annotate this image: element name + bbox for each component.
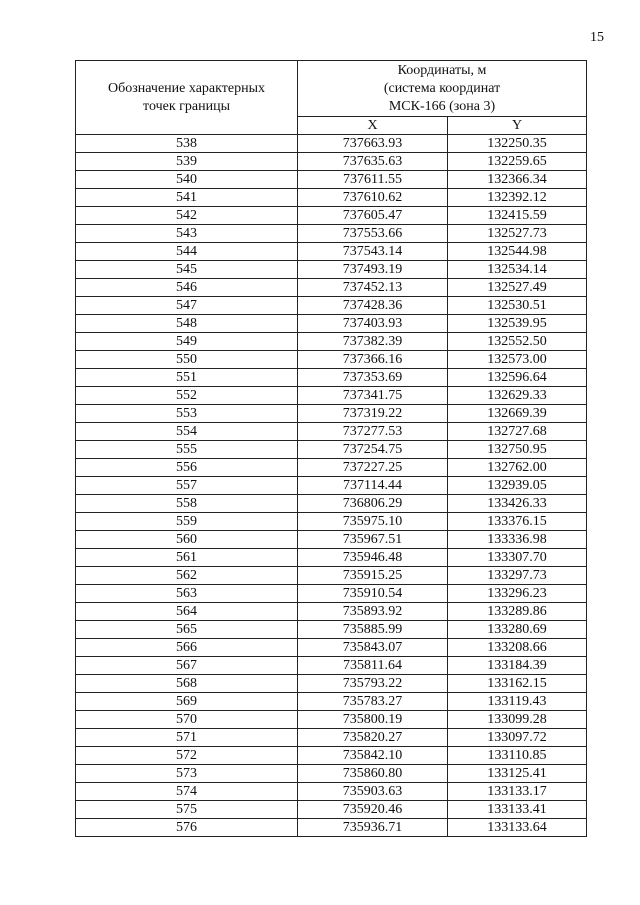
- x-coordinate-cell: 735800.19: [298, 711, 448, 729]
- x-coordinate-cell: 735936.71: [298, 819, 448, 837]
- x-coordinate-cell: 737543.14: [298, 243, 448, 261]
- point-cell: 576: [76, 819, 298, 837]
- x-coordinate-cell: 735811.64: [298, 657, 448, 675]
- table-row: [76, 153, 587, 171]
- table-row: [76, 801, 587, 819]
- table-row: [76, 333, 587, 351]
- table-row: [76, 693, 587, 711]
- table-row: [76, 279, 587, 297]
- table-row: [76, 585, 587, 603]
- coordinates-header: [298, 61, 587, 117]
- point-cell: 573: [76, 765, 298, 783]
- table-row: [76, 747, 587, 765]
- y-coordinate-cell: 132552.50: [448, 333, 587, 351]
- x-coordinate-cell: 737277.53: [298, 423, 448, 441]
- table-row: [76, 639, 587, 657]
- table-row: [76, 351, 587, 369]
- table-row: [76, 513, 587, 531]
- table-row: [76, 675, 587, 693]
- table-row: [76, 243, 587, 261]
- table-row: [76, 171, 587, 189]
- point-cell: 572: [76, 747, 298, 765]
- x-coordinate-cell: 735885.99: [298, 621, 448, 639]
- x-coordinate-cell: 735920.46: [298, 801, 448, 819]
- point-cell: 548: [76, 315, 298, 333]
- x-coordinate-cell: 735946.48: [298, 549, 448, 567]
- y-coordinate-cell: 132750.95: [448, 441, 587, 459]
- x-coordinate-cell: 735967.51: [298, 531, 448, 549]
- point-cell: 555: [76, 441, 298, 459]
- y-coordinate-cell: 133097.72: [448, 729, 587, 747]
- table-row: [76, 207, 587, 225]
- y-coordinate-cell: 133426.33: [448, 495, 587, 513]
- point-cell: 553: [76, 405, 298, 423]
- y-coordinate-cell: 133336.98: [448, 531, 587, 549]
- x-coordinate-cell: 737663.93: [298, 135, 448, 153]
- y-coordinate-cell: 132366.34: [448, 171, 587, 189]
- point-cell: 539: [76, 153, 298, 171]
- x-coordinate-cell: 736806.29: [298, 495, 448, 513]
- x-coordinate-cell: 737553.66: [298, 225, 448, 243]
- x-coordinate-cell: 737611.55: [298, 171, 448, 189]
- table-row: [76, 441, 587, 459]
- y-coordinate-cell: 133099.28: [448, 711, 587, 729]
- point-cell: 540: [76, 171, 298, 189]
- y-coordinate-cell: 132392.12: [448, 189, 587, 207]
- table-row: [76, 387, 587, 405]
- x-coordinate-cell: 735975.10: [298, 513, 448, 531]
- point-cell: 575: [76, 801, 298, 819]
- x-coordinate-cell: 737114.44: [298, 477, 448, 495]
- y-coordinate-cell: 133297.73: [448, 567, 587, 585]
- x-coordinate-cell: 737227.25: [298, 459, 448, 477]
- table-row: [76, 711, 587, 729]
- table-row: [76, 495, 587, 513]
- x-coordinate-cell: 735910.54: [298, 585, 448, 603]
- y-coordinate-cell: 132527.73: [448, 225, 587, 243]
- table-row: [76, 783, 587, 801]
- table-body: [76, 135, 587, 837]
- point-cell: 560: [76, 531, 298, 549]
- x-column-header: X: [298, 117, 448, 135]
- table-row: [76, 189, 587, 207]
- point-cell: 558: [76, 495, 298, 513]
- point-cell: 545: [76, 261, 298, 279]
- y-column-header: Y: [448, 117, 587, 135]
- x-coordinate-cell: 737605.47: [298, 207, 448, 225]
- x-coordinate-cell: 737635.63: [298, 153, 448, 171]
- x-coordinate-cell: 737366.16: [298, 351, 448, 369]
- point-cell: 556: [76, 459, 298, 477]
- point-cell: 570: [76, 711, 298, 729]
- table-header: [76, 61, 587, 135]
- y-coordinate-cell: 132534.14: [448, 261, 587, 279]
- table-row: [76, 477, 587, 495]
- x-coordinate-cell: 735903.63: [298, 783, 448, 801]
- x-coordinate-cell: 737341.75: [298, 387, 448, 405]
- table-row: [76, 225, 587, 243]
- point-cell: 563: [76, 585, 298, 603]
- table-row: [76, 405, 587, 423]
- point-cell: 538: [76, 135, 298, 153]
- point-cell: 574: [76, 783, 298, 801]
- point-cell: 557: [76, 477, 298, 495]
- point-cell: 568: [76, 675, 298, 693]
- y-coordinate-cell: 132573.00: [448, 351, 587, 369]
- page-number: 15: [590, 30, 604, 45]
- y-coordinate-cell: 133125.41: [448, 765, 587, 783]
- point-cell: 550: [76, 351, 298, 369]
- table-row: [76, 315, 587, 333]
- x-coordinate-cell: 735860.80: [298, 765, 448, 783]
- table-row: [76, 621, 587, 639]
- y-coordinate-cell: 132629.33: [448, 387, 587, 405]
- x-coordinate-cell: 737428.36: [298, 297, 448, 315]
- y-coordinate-cell: 132669.39: [448, 405, 587, 423]
- table-row: [76, 657, 587, 675]
- y-coordinate-cell: 132259.65: [448, 153, 587, 171]
- coords-header-line3: МСК-166 (зона 3): [388, 98, 496, 114]
- x-coordinate-cell: 735843.07: [298, 639, 448, 657]
- y-coordinate-cell: 132527.49: [448, 279, 587, 297]
- point-cell: 564: [76, 603, 298, 621]
- y-coordinate-cell: 133307.70: [448, 549, 587, 567]
- x-coordinate-cell: 735783.27: [298, 693, 448, 711]
- x-coordinate-cell: 737254.75: [298, 441, 448, 459]
- table-row: [76, 459, 587, 477]
- point-cell: 554: [76, 423, 298, 441]
- x-coordinate-cell: 737319.22: [298, 405, 448, 423]
- coords-header-line1: Координаты, м: [397, 62, 487, 78]
- y-coordinate-cell: 133133.64: [448, 819, 587, 837]
- y-coordinate-cell: 133133.41: [448, 801, 587, 819]
- point-cell: 562: [76, 567, 298, 585]
- x-coordinate-cell: 735915.25: [298, 567, 448, 585]
- point-cell: 547: [76, 297, 298, 315]
- x-coordinate-cell: 737610.62: [298, 189, 448, 207]
- x-coordinate-cell: 737452.13: [298, 279, 448, 297]
- point-cell: 566: [76, 639, 298, 657]
- y-coordinate-cell: 133208.66: [448, 639, 587, 657]
- table-row: [76, 369, 587, 387]
- y-coordinate-cell: 132250.35: [448, 135, 587, 153]
- table-row: [76, 567, 587, 585]
- coords-header-line2: (система координат: [383, 80, 501, 96]
- table-row: [76, 297, 587, 315]
- point-cell: 541: [76, 189, 298, 207]
- point-cell: 559: [76, 513, 298, 531]
- x-coordinate-cell: 737353.69: [298, 369, 448, 387]
- boundary-coordinates-table: [75, 60, 587, 837]
- point-cell: 543: [76, 225, 298, 243]
- y-coordinate-cell: 133280.69: [448, 621, 587, 639]
- y-coordinate-cell: 132415.59: [448, 207, 587, 225]
- y-coordinate-cell: 133376.15: [448, 513, 587, 531]
- y-coordinate-cell: 132727.68: [448, 423, 587, 441]
- point-cell: 542: [76, 207, 298, 225]
- y-coordinate-cell: 133133.17: [448, 783, 587, 801]
- y-coordinate-cell: 133289.86: [448, 603, 587, 621]
- x-coordinate-cell: 735893.92: [298, 603, 448, 621]
- point-cell: 565: [76, 621, 298, 639]
- y-coordinate-cell: 132544.98: [448, 243, 587, 261]
- table-row: [76, 423, 587, 441]
- point-cell: 549: [76, 333, 298, 351]
- point-cell: 544: [76, 243, 298, 261]
- point-cell: 546: [76, 279, 298, 297]
- y-coordinate-cell: 133296.23: [448, 585, 587, 603]
- x-coordinate-cell: 735842.10: [298, 747, 448, 765]
- x-coordinate-cell: 737403.93: [298, 315, 448, 333]
- y-coordinate-cell: 132762.00: [448, 459, 587, 477]
- x-coordinate-cell: 735793.22: [298, 675, 448, 693]
- y-coordinate-cell: 132939.05: [448, 477, 587, 495]
- table-row: [76, 261, 587, 279]
- y-coordinate-cell: 133184.39: [448, 657, 587, 675]
- table-row: [76, 603, 587, 621]
- table-row: [76, 765, 587, 783]
- table-row: [76, 135, 587, 153]
- point-cell: 567: [76, 657, 298, 675]
- y-coordinate-cell: 133110.85: [448, 747, 587, 765]
- table-row: [76, 729, 587, 747]
- point-cell: 571: [76, 729, 298, 747]
- point-cell: 551: [76, 369, 298, 387]
- y-coordinate-cell: 132596.64: [448, 369, 587, 387]
- point-column-header: [76, 61, 298, 135]
- table-row: [76, 549, 587, 567]
- table-row: [76, 819, 587, 837]
- point-cell: 552: [76, 387, 298, 405]
- x-coordinate-cell: 737493.19: [298, 261, 448, 279]
- y-coordinate-cell: 132530.51: [448, 297, 587, 315]
- point-cell: 569: [76, 693, 298, 711]
- table-row: [76, 531, 587, 549]
- x-coordinate-cell: 737382.39: [298, 333, 448, 351]
- x-coordinate-cell: 735820.27: [298, 729, 448, 747]
- y-coordinate-cell: 132539.95: [448, 315, 587, 333]
- point-header-line1: Обозначение характерных: [108, 80, 265, 96]
- point-header-line2: точек границы: [143, 98, 230, 114]
- point-cell: 561: [76, 549, 298, 567]
- y-coordinate-cell: 133162.15: [448, 675, 587, 693]
- y-coordinate-cell: 133119.43: [448, 693, 587, 711]
